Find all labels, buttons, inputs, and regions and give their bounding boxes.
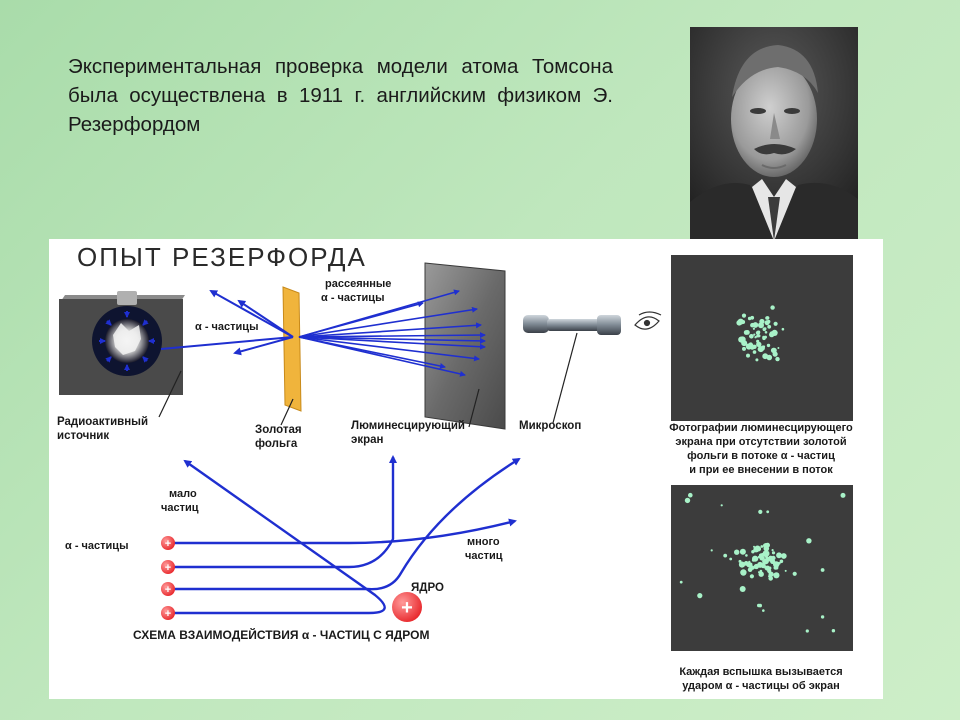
luminescent-spot [785, 570, 787, 572]
svg-text:фольги в потоке α - частиц: фольги в потоке α - частиц [687, 450, 835, 462]
luminescent-spot [738, 319, 744, 325]
label-scattered-1: рассеянные [325, 278, 392, 290]
luminescent-spot [770, 305, 774, 309]
luminescent-spot [711, 549, 713, 551]
luminescent-spot [751, 550, 754, 553]
luminescent-spot [832, 629, 835, 632]
luminescent-spot [752, 556, 758, 562]
luminescent-spot [793, 572, 797, 576]
luminescent-spot [775, 357, 779, 361]
luminescent-spot [841, 493, 846, 498]
luminescent-spot [723, 554, 727, 558]
svg-text:Каждая вспышка вызывается: Каждая вспышка вызывается [679, 666, 843, 678]
label-foil-1: Золотая [255, 424, 302, 436]
luminescent-spot [774, 566, 778, 570]
luminescent-spot [742, 347, 746, 351]
luminescent-spot [753, 334, 755, 336]
label-source-2: источник [57, 430, 110, 442]
luminescent-spot [767, 320, 770, 323]
luminescent-spot [777, 347, 779, 349]
luminescent-spot [764, 566, 768, 570]
luminescent-spot [772, 551, 775, 554]
luminescent-spot [764, 327, 767, 330]
luminescent-spot [749, 335, 751, 337]
luminescent-spot [745, 554, 748, 557]
luminescent-spot [744, 330, 749, 335]
luminescent-spot [773, 572, 779, 578]
luminescent-spot [806, 538, 811, 543]
label-pointers [159, 333, 577, 427]
luminescent-spot [806, 629, 809, 632]
luminescent-spot [821, 568, 825, 572]
luminescent-spot [685, 498, 690, 503]
microscope [523, 315, 621, 335]
label-few-1: мало [169, 488, 197, 500]
luminescent-spot [756, 335, 759, 338]
flash-caption [679, 666, 842, 692]
scheme-particles [161, 536, 175, 620]
luminescent-spot [758, 510, 762, 514]
luminescent-spot [734, 550, 739, 555]
luminescent-spot [740, 586, 746, 592]
luminescent-spot [740, 549, 746, 555]
label-foil-2: фольга [255, 438, 298, 450]
luminescent-spot [765, 331, 768, 334]
luminescent-spot [755, 358, 758, 361]
svg-text:ударом α - частицы об экран: ударом α - частицы об экран [682, 680, 840, 692]
photos-caption [669, 422, 853, 476]
luminescent-spot [776, 552, 782, 558]
svg-text:Фотографии люминесцирующего: Фотографии люминесцирующего [669, 422, 853, 434]
luminescent-spot [757, 331, 760, 334]
luminescent-spot [753, 328, 755, 330]
luminescent-spot [757, 604, 760, 607]
label-many-2: частиц [465, 550, 503, 562]
luminescent-spot [752, 345, 756, 349]
luminescent-spot [765, 557, 770, 562]
luminescent-spot [754, 565, 758, 569]
label-screen-1: Люминесцирующий [351, 420, 465, 432]
gold-foil [283, 287, 301, 411]
experiment-diagram [49, 239, 883, 699]
svg-text:+: + [401, 597, 413, 619]
label-alpha-particles: α - частицы [195, 321, 259, 333]
luminescent-spot [680, 581, 683, 584]
label-nucleus: ЯДРО [411, 582, 444, 594]
luminescent-spot [742, 314, 746, 318]
rutherford-experiment-figure [49, 239, 883, 699]
svg-text:и при ее внесении в поток: и при ее внесении в поток [689, 464, 833, 476]
label-many-1: много [467, 536, 500, 548]
figure-title: ОПЫТ РЕЗЕРФОРДА [77, 242, 367, 272]
luminescent-spot [753, 546, 755, 548]
luminescent-spot [746, 562, 752, 568]
scheme-trajectories [171, 457, 519, 613]
luminescent-spot [782, 328, 785, 331]
luminescent-spot [767, 325, 771, 329]
luminescent-spot [756, 340, 759, 343]
luminescent-spot [774, 322, 778, 326]
luminescent-spot [776, 562, 780, 566]
label-screen-2: экран [351, 434, 384, 446]
luminescent-spot [748, 317, 751, 320]
intro-paragraph: Экспериментальная проверка модели атома Томсона была осуществлена в 1911 г. английским физиком Э. Резерфордом [68, 55, 613, 136]
label-microscope: Микроскоп [519, 420, 582, 432]
photo-with-foil [671, 485, 853, 651]
label-scattered-2: α - частицы [321, 292, 385, 304]
luminescent-spot [821, 615, 824, 618]
label-scheme-alpha: α - частицы [65, 540, 129, 552]
luminescent-spot [746, 354, 750, 358]
photo-without-foil [671, 255, 853, 421]
scheme-caption: СХЕМА ВЗАИМОДЕЙСТВИЯ α - ЧАСТИЦ С ЯДРОМ [133, 628, 430, 642]
luminescent-spot [759, 553, 764, 558]
svg-text:+: + [164, 538, 172, 550]
luminescent-spot [773, 352, 778, 357]
luminescent-spot [688, 493, 693, 498]
luminescent-spot [750, 574, 754, 578]
svg-text:экрана при отсутствии золотой: экрана при отсутствии золотой [675, 436, 847, 448]
luminescent-spot [765, 316, 769, 320]
luminescent-spot [739, 560, 742, 563]
luminescent-spot [772, 330, 778, 336]
luminescent-spot [759, 572, 764, 577]
luminescent-spot [740, 569, 746, 575]
luminescent-spot [763, 543, 769, 549]
luminescent-spot [760, 545, 763, 548]
luminescent-spot [772, 549, 774, 551]
luminescent-spot [721, 504, 723, 506]
luminescent-spot [767, 551, 769, 553]
svg-text:+: + [164, 584, 172, 596]
luminescent-spot [748, 567, 753, 572]
svg-text:+: + [164, 562, 172, 574]
luminescent-spot [767, 355, 773, 361]
label-source-1: Радиоактивный [57, 416, 149, 428]
luminescent-spot [758, 347, 763, 352]
luminescent-spot [767, 344, 770, 347]
luminescent-spot [749, 342, 753, 346]
nucleus [392, 592, 422, 622]
radioactive-source [59, 291, 185, 395]
luminescent-spot [758, 322, 764, 328]
luminescent-spot [753, 350, 757, 354]
luminescent-spot [756, 547, 761, 552]
luminescent-spot [697, 593, 702, 598]
luminescent-spot [752, 325, 754, 327]
eye-icon [635, 312, 661, 329]
luminescent-spot [769, 575, 771, 577]
label-few-2: частиц [161, 502, 199, 514]
rutherford-portrait [690, 27, 858, 241]
luminescent-spot [729, 558, 732, 561]
svg-text:+: + [164, 608, 172, 620]
portrait-image [690, 27, 858, 241]
luminescent-spot [763, 551, 767, 555]
luminescent-spot [738, 337, 744, 343]
luminescent-spot [762, 336, 765, 339]
luminescent-spot [766, 510, 769, 513]
luminescent-spot [762, 609, 765, 612]
